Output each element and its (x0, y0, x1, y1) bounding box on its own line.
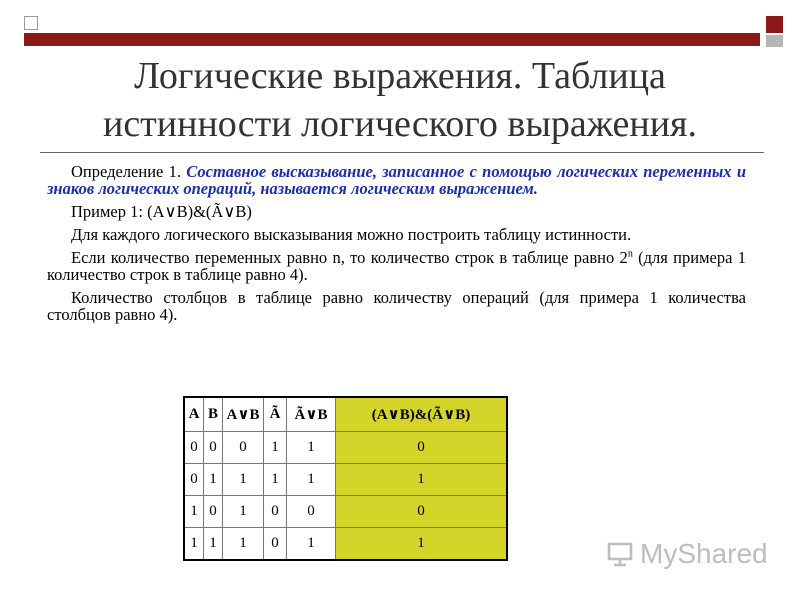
decor-square-gray (766, 35, 783, 47)
decor-square-red (766, 16, 783, 33)
table-cell: 1 (287, 464, 336, 496)
header-cell: A∨B (223, 397, 264, 432)
watermark (606, 538, 768, 570)
slide-title-line1: Логические выражения. Таблица (134, 55, 666, 97)
example-paragraph: Пример 1: (A∨B)&(Ã∨B) (71, 202, 252, 221)
title-divider (40, 152, 764, 153)
table-cell: 0 (264, 528, 287, 561)
presentation-screen-icon (606, 540, 634, 568)
definition-prefix: Определение 1. (71, 162, 187, 181)
row-count-exponent: n (627, 248, 633, 260)
table-cell: 1 (287, 528, 336, 561)
table-cell: 0 (287, 496, 336, 528)
table-cell: 1 (264, 464, 287, 496)
table-cell: 0 (204, 432, 223, 464)
table-cell: 0 (184, 464, 204, 496)
paragraph-row-count (47, 249, 746, 283)
table-row (184, 528, 507, 561)
table-cell: 1 (223, 464, 264, 496)
table-cell: 0 (264, 496, 287, 528)
definition-paragraph (47, 163, 746, 197)
table-cell: 1 (184, 528, 204, 561)
table-cell: 1 (223, 528, 264, 561)
table-cell: 0 (184, 432, 204, 464)
slide-content (47, 163, 746, 329)
table-row (184, 464, 507, 496)
table-cell-result: 1 (336, 464, 508, 496)
table-cell: 1 (204, 464, 223, 496)
truth-table (183, 396, 508, 561)
header-cell: Ã (264, 397, 287, 432)
definition-text: Составное высказывание, записанное с помощью логических переменных и знаков логических операций, называется логическим выражением. (47, 162, 746, 198)
table-row (184, 496, 507, 528)
slide-title (40, 52, 760, 148)
row-count-text-end: (для примера 1 количество строк в таблице равно 4). (47, 248, 746, 284)
table-header-row (184, 397, 507, 432)
paragraph-column-count: Количество столбцов в таблице равно количеству операций (для примера 1 количества столбцов равно 4). (47, 288, 746, 324)
table-cell: 1 (287, 432, 336, 464)
table-cell: 0 (223, 432, 264, 464)
header-cell-result: (A∨B)&(Ã∨B) (336, 397, 508, 432)
table-cell: 1 (264, 432, 287, 464)
row-count-text: Если количество переменных равно n, то количество строк в таблице равно 2 (71, 248, 628, 267)
table-cell: 1 (223, 496, 264, 528)
table-cell-result: 0 (336, 496, 508, 528)
table-cell: 0 (204, 496, 223, 528)
table-cell: 1 (184, 496, 204, 528)
header-cell: B (204, 397, 223, 432)
table-cell-result: 0 (336, 432, 508, 464)
slide-title-line2: истинности логического выражения. (102, 103, 698, 145)
decor-square-outline (24, 16, 38, 30)
watermark-text: MyShared (640, 538, 768, 569)
header-accent-bar (24, 33, 760, 46)
table-row (184, 432, 507, 464)
table-cell-result: 1 (336, 528, 508, 561)
header-cell: A (184, 397, 204, 432)
header-cell: Ã∨B (287, 397, 336, 432)
paragraph-truth-table: Для каждого логического высказывания можно построить таблицу истинности. (71, 225, 632, 244)
table-cell: 1 (204, 528, 223, 561)
